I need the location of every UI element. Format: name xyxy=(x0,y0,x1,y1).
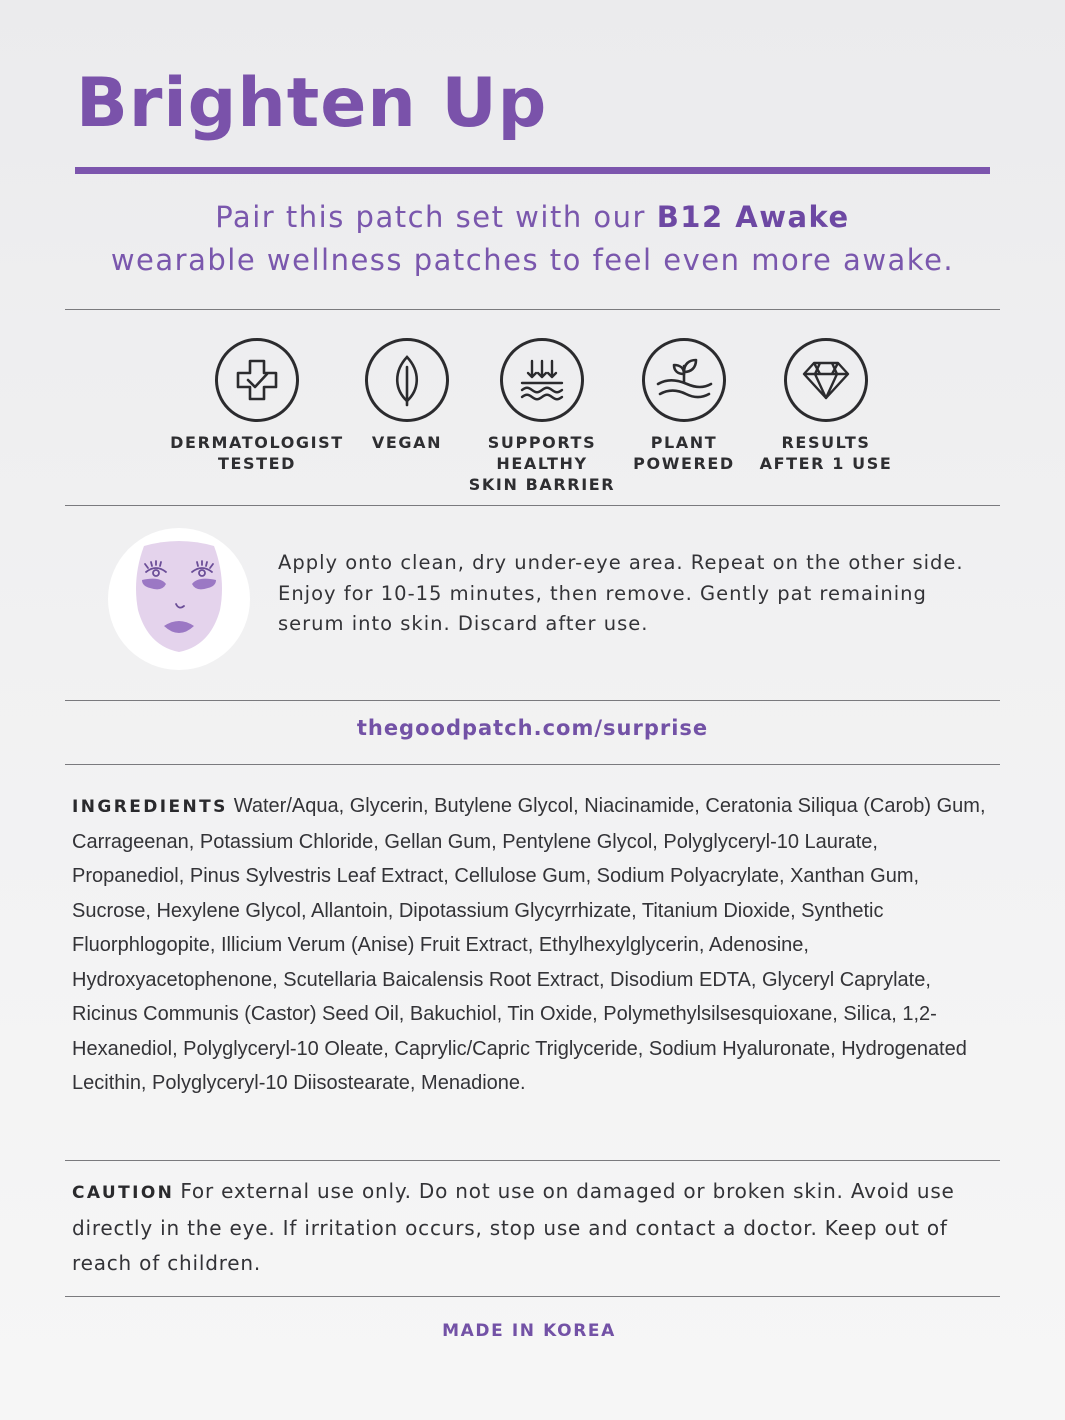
promo-line-2: wearable wellness patches to feel even more awake. xyxy=(110,243,955,277)
page-title: Brighten Up xyxy=(76,64,548,143)
ingredients-section xyxy=(72,789,992,1101)
divider xyxy=(65,764,1000,765)
divider xyxy=(65,309,1000,310)
ingredients-list: Water/Aqua, Glycerin, Butylene Glycol, Niacinamide, Ceratonia Siliqua (Carob) Gum, Carrageenan, Potassium Chloride, Gellan Gum, Pentylene Glycol, Polyglyceryl-10 Laurate, Propanediol, Pinus Sylvestris Leaf Extract, Cellulose Gum, Sodium Polyacrylate, Xanthan Gum, Sucrose, Hexylene Glycol, Allantoin, Dipotassium Glycyrrhizate, Titanium Dioxide, Synthetic Fluorphlogopite, Illicium Verum (Anise) Fruit Extract, Ethylhexylglycerin, Adenosine, Hydroxyacetophenone, Scutellaria Baicalensis Root Extract, Disodium EDTA, Glyceryl Caprylate, Ricinus Communis (Castor) Seed Oil, Bakuchiol, Tin Oxide, Polymethylsilsesquioxane, Silica, 1,2-Hexanediol, Polyglyceryl-10 Oleate, Caprylic/Capric Triglyceride, Sodium Hyaluronate, Hydrogenated Lecithin, Polyglyceryl-10 Diisostearate, Menadione. xyxy=(72,795,986,1094)
badge-results xyxy=(736,338,916,474)
directions-text: Apply onto clean, dry under-eye area. Repeat on the other side. Enjoy for 10-15 minutes, then remove. Gently pat remaining serum into skin. Discard after use. xyxy=(278,551,964,635)
caution-section xyxy=(72,1174,992,1281)
title-underline xyxy=(75,167,990,174)
sprout-icon xyxy=(642,338,726,422)
divider xyxy=(65,505,1000,506)
badge-label: RESULTS AFTER 1 USE xyxy=(759,433,893,473)
face-with-eye-patches-icon xyxy=(108,528,250,670)
origin-label: MADE IN KOREA xyxy=(442,1321,616,1341)
website-link[interactable]: thegoodpatch.com/surprise xyxy=(356,716,709,740)
cross-check-icon xyxy=(215,338,299,422)
leaf-icon xyxy=(365,338,449,422)
benefit-badges xyxy=(160,338,920,498)
diamond-icon xyxy=(784,338,868,422)
caution-heading: CAUTION xyxy=(72,1183,175,1203)
promo-line-1 xyxy=(65,196,1000,239)
badge-label: DERMATOLOGIST TESTED xyxy=(170,433,344,473)
divider xyxy=(65,1160,1000,1161)
divider xyxy=(65,1296,1000,1297)
caution-text: For external use only. Do not use on damaged or broken skin. Avoid use directly in the eye. If irritation occurs, stop use and contact a doctor. Keep out of reach of children. xyxy=(72,1179,955,1275)
promo-text xyxy=(65,196,1000,282)
ingredients-heading: INGREDIENTS xyxy=(72,797,228,817)
promo-line-1-prefix: Pair this patch set with our xyxy=(215,200,657,234)
badge-label: SUPPORTS HEALTHY SKIN BARRIER xyxy=(468,433,616,494)
badge-label: VEGAN xyxy=(371,433,443,452)
badge-label: PLANT POWERED xyxy=(633,433,735,473)
skin-barrier-icon xyxy=(500,338,584,422)
divider xyxy=(65,700,1000,701)
promo-product-name: B12 Awake xyxy=(656,200,850,234)
